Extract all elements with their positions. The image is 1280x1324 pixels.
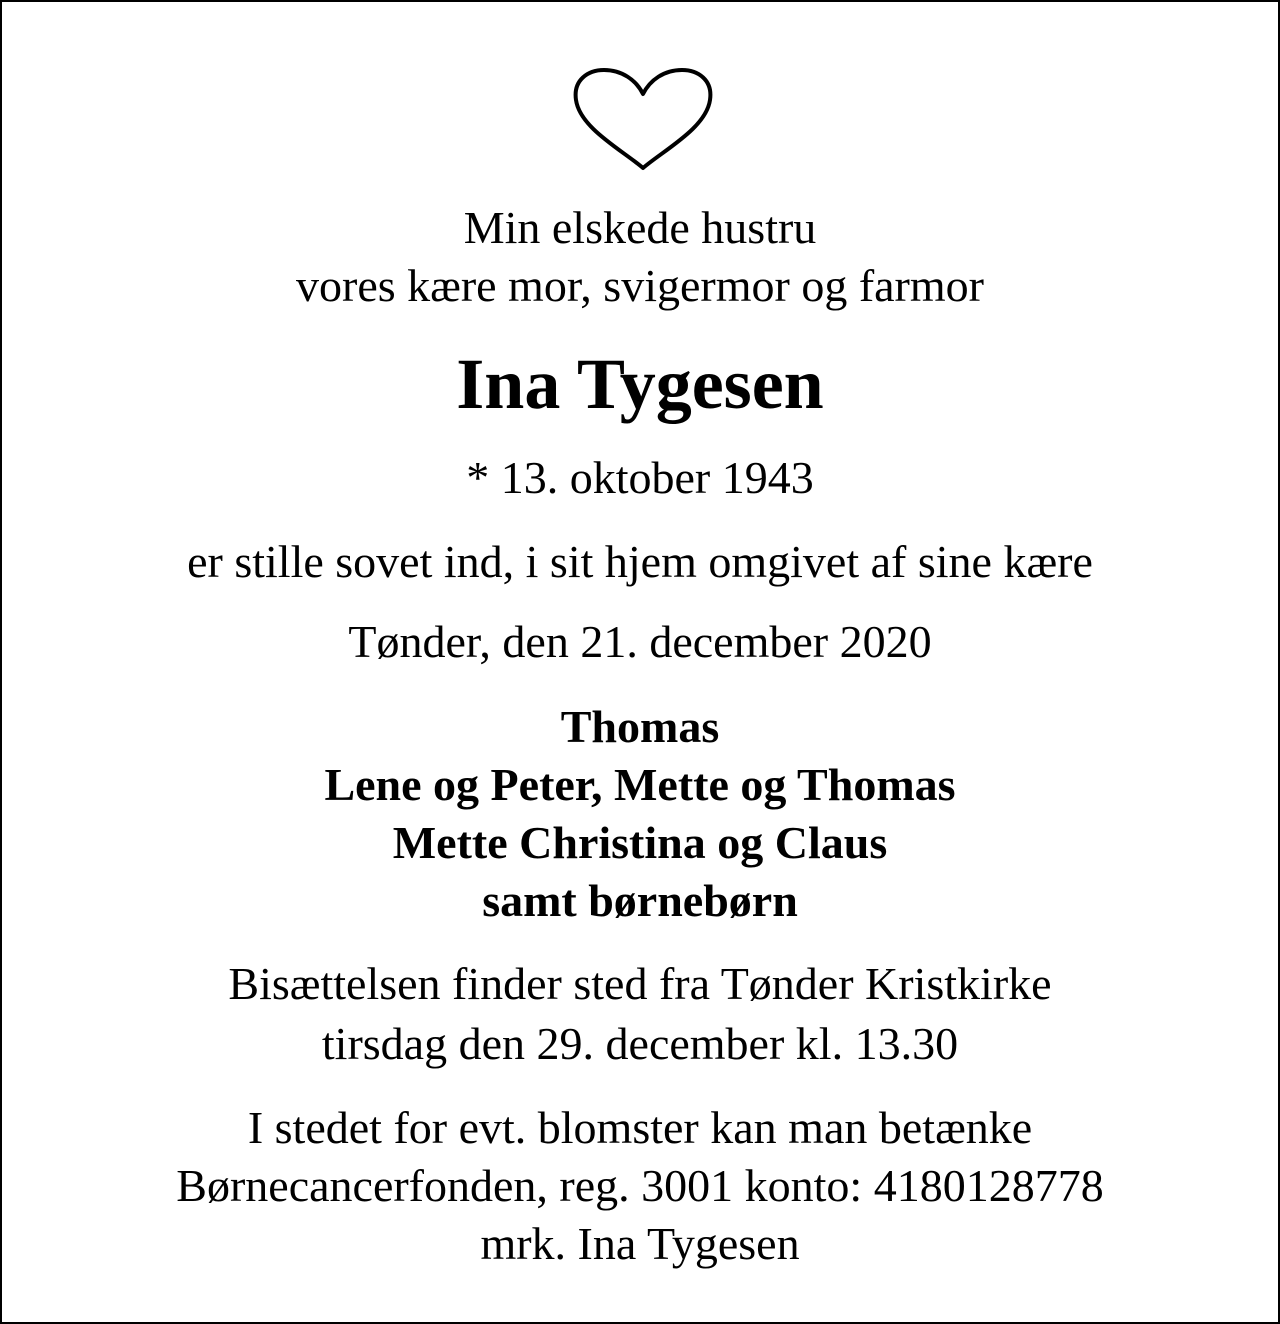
deceased-name: Ina Tygesen	[456, 344, 824, 424]
donation-line-2: Børnecancerfonden, reg. 3001 konto: 4180128778	[176, 1160, 1104, 1211]
funeral-line-1: Bisættelsen finder sted fra Tønder Kristkirke	[228, 958, 1052, 1009]
heart-outline-icon	[570, 66, 716, 172]
donation-line-1: I stedet for evt. blomster kan man betænke	[247, 1102, 1033, 1153]
family-line-2: Lene og Peter, Mette og Thomas	[324, 759, 956, 810]
intro-line-2: vores kære mor, svigermor og farmor	[296, 260, 984, 311]
donation-line-3: mrk. Ina Tygesen	[480, 1218, 800, 1269]
funeral-line-2: tirsdag den 29. december kl. 13.30	[321, 1018, 959, 1069]
passing-text: er stille sovet ind, i sit hjem omgivet af sine kære	[187, 536, 1093, 587]
family-line-4: samt børnebørn	[482, 875, 798, 926]
birth-date: * 13. oktober 1943	[466, 452, 814, 503]
intro-line-1: Min elskede hustru	[463, 202, 817, 253]
place-date: Tønder, den 21. december 2020	[348, 616, 932, 667]
family-line-3: Mette Christina og Claus	[392, 817, 888, 868]
family-line-1: Thomas	[560, 701, 720, 752]
